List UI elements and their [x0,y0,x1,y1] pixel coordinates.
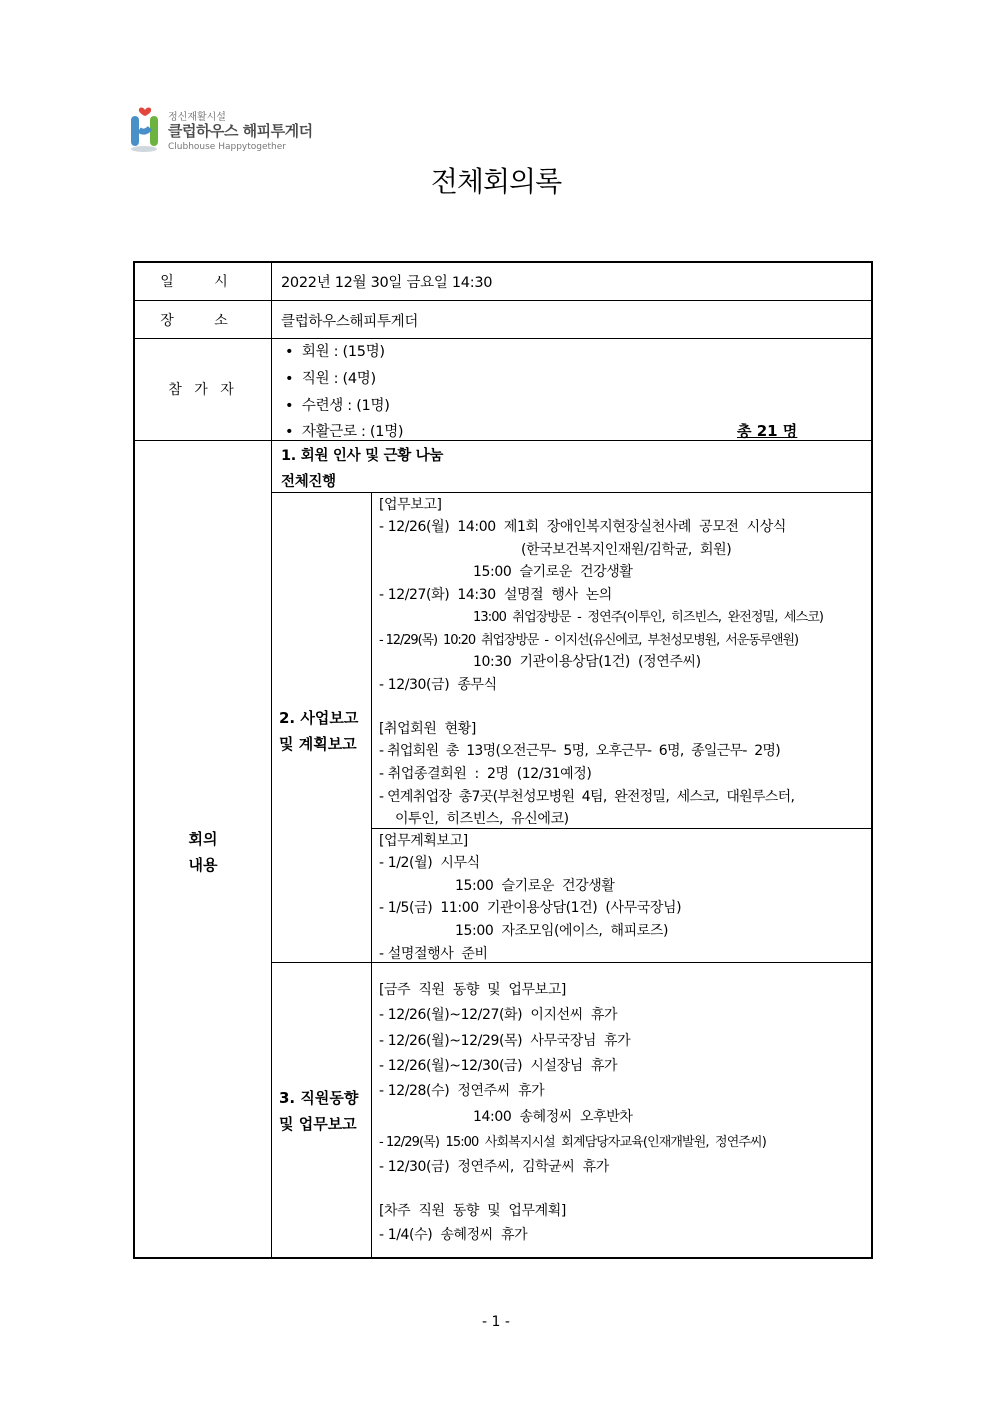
section2-label: 2. 사업보고 및 계획보고 [279,709,359,753]
report-line: [업무보고] [379,497,442,513]
staff-line: [차주 직원 동향 및 업무계획] [379,1203,566,1219]
attendee-item: • 회원 : (15명) [285,344,385,360]
document-title: 전체회의록 [430,165,562,198]
logo [128,104,328,156]
staff-line: 14:00 송혜정씨 오후반차 [473,1109,633,1125]
place-label: 장 소 [160,313,246,329]
attendee-item: • 수련생 : (1명) [285,398,390,414]
staff-line: - 12/28(수) 정연주씨 휴가 [379,1083,545,1099]
meeting-label: 회의 내용 [188,830,218,874]
staff-line: - 1/4(수) 송혜정씨 휴가 [379,1227,528,1243]
logo-name: 클럽하우스 해피투게더 [168,122,313,140]
report-line: - 취업회원 총 13명(오전근무- 5명, 오후근무- 6명, 종일근무- 2명) [379,743,781,759]
section3-label: 3. 직원동향 및 업무보고 [279,1089,359,1133]
attendee-item: • 자활근로 : (1명) [285,424,404,440]
report-line: - 12/27(화) 14:30 설명절 행사 논의 [379,587,612,603]
report-line: - 12/26(월) 14:00 제1회 장애인복지현장실천사례 공모전 시상식 [379,519,787,535]
attendees-total: 총 21 명 [737,422,798,440]
report-line: 이투인, 히즈빈스, 유신에코) [395,811,569,827]
logo-english-name: Clubhouse Happytogether [168,142,286,152]
report-line: - 12/30(금) 종무식 [379,677,497,693]
report-line: 13:00 취업장방문 - 정연주(이투인, 히즈빈스, 완전정밀, 세스코) [473,610,824,625]
report-line: 10:30 기관이용상담(1건) (정연주씨) [473,654,701,670]
plan-line: - 1/2(월) 시무식 [379,855,480,871]
logo-subtitle: 정신재활시설 [168,112,226,123]
minutes-table [133,261,873,1259]
plan-line: [업무계획보고] [379,833,468,849]
place-value: 클럽하우스해피투게더 [281,314,419,330]
section1-sub: 전체진행 [281,474,336,490]
staff-line: - 12/26(월)~12/27(화) 이지선씨 휴가 [379,1007,618,1023]
clubhouse-h-logo-icon [128,104,162,154]
plan-line: - 설명절행사 준비 [379,946,488,962]
attendees-label: 참 가 자 [168,382,238,398]
staff-line: - 12/26(월)~12/29(목) 사무국장님 휴가 [379,1033,631,1049]
staff-line: - 12/30(금) 정연주씨, 김학균씨 휴가 [379,1159,609,1175]
report-line: 15:00 슬기로운 건강생활 [473,564,633,580]
staff-line: - 12/26(월)~12/30(금) 시설장님 휴가 [379,1058,618,1074]
report-line: - 취업종결회원 : 2명 (12/31예정) [379,766,592,782]
plan-line: 15:00 자조모임(에이스, 해피로즈) [455,923,669,939]
staff-line: [금주 직원 동향 및 업무보고] [379,982,566,998]
staff-line: - 12/29(목) 15:00 사회복지시설 회계담당자교육(인재개발원, 정연주씨) [379,1135,766,1150]
report-line: - 12/29(목) 10:20 취업장방문 - 이지선(유신에코, 부천성모병원, 서운동루앤원) [379,633,798,648]
plan-line: - 1/5(금) 11:00 기관이용상담(1건) (사무국장님) [379,900,682,916]
page-number: - 1 - [482,1314,510,1330]
section1-title: 1. 회원 인사 및 근황 나눔 [281,448,444,464]
date-value: 2022년 12월 30일 금요일 14:30 [281,275,493,291]
report-line: - 연계취업장 총7곳(부천성모병원 4팀, 완전정밀, 세스코, 대원루스터, [379,789,795,805]
plan-line: 15:00 슬기로운 건강생활 [455,878,615,894]
report-line: [취업회원 현황] [379,721,476,737]
report-line: (한국보건복지인재원/김학균, 회원) [521,542,732,558]
attendee-item: • 직원 : (4명) [285,371,376,387]
date-label: 일 시 [160,274,246,290]
